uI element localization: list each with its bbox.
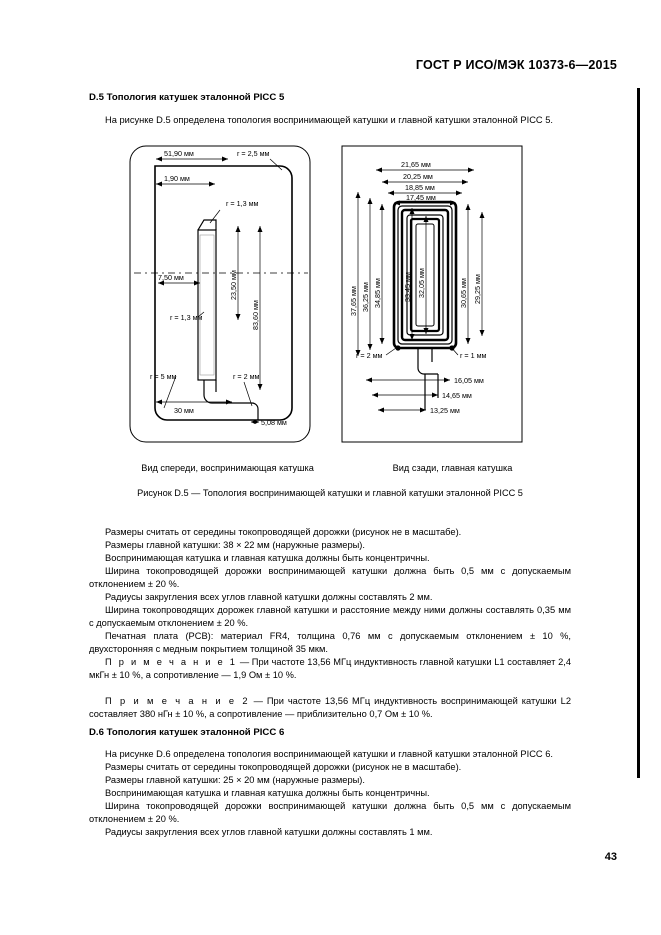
d6-para-1: На рисунке D.6 определена топология воспринимающей катушки и главной катушки эталонной PICC 6. [105, 749, 553, 759]
svg-text:34,85 мм: 34,85 мм [373, 278, 382, 308]
d5-para-3: Воспринимающая катушка и главная катушка должны быть концентричны. [105, 553, 430, 563]
svg-text:7,50 мм: 7,50 мм [158, 273, 184, 282]
svg-text:r = 2 мм: r = 2 мм [356, 351, 383, 360]
section-intro-d5: На рисунке D.5 определена топология воспринимающей катушки и главной катушки эталонной PICC 5. [105, 115, 553, 125]
svg-text:51,90 мм: 51,90 мм [164, 149, 194, 158]
svg-text:33,45 мм: 33,45 мм [403, 272, 412, 302]
change-bar [637, 88, 640, 778]
d5-note-2 [89, 695, 571, 721]
svg-text:r = 1,3 мм: r = 1,3 мм [226, 199, 259, 208]
figure-caption-d5: Рисунок D.5 — Топология воспринимающей катушки и главной катушки эталонной PICC 5 [137, 488, 523, 498]
figure-subcaption-right: Вид сзади, главная катушка [392, 463, 513, 473]
d5-note-1-text: — При частоте 13,56 МГц индуктивность главной катушки L1 составляет 2,4 мкГн ± 10 %, а сопротивление — 1,9 Ом ± 10 %. [89, 657, 571, 681]
section-title-d5: D.5 Топология катушек эталонной PICC 5 [89, 92, 285, 103]
d5-note-2-text: — При частоте 13,56 МГц индуктивность воспринимающей катушки L2 составляет 380 нГн ± 10 %, а сопротивление — приблизительно 0,7 Ом ± 10 %. [89, 696, 571, 720]
svg-text:r = 1,3 мм: r = 1,3 мм [170, 313, 203, 322]
svg-text:32,05 мм: 32,05 мм [417, 268, 426, 298]
svg-text:14,65 мм: 14,65 мм [442, 391, 472, 400]
svg-text:30 мм: 30 мм [174, 406, 194, 415]
svg-text:13,25 мм: 13,25 мм [430, 406, 460, 415]
svg-text:16,05 мм: 16,05 мм [454, 376, 484, 385]
svg-text:5,08 мм: 5,08 мм [261, 418, 287, 427]
d5-para-7: Печатная плата (PCB): материал FR4, толщина 0,76 мм с допускаемым отклонением ± 10 %, двухсторонняя с медным покрытием толщиной 35 мкм. [89, 631, 571, 655]
svg-text:30,65 мм: 30,65 мм [459, 278, 468, 308]
svg-text:17,45 мм: 17,45 мм [406, 193, 436, 202]
d6-para-6: Радиусы закругления всех углов главной катушки должны составлять 1 мм. [105, 827, 433, 837]
figure-subcaption-left: Вид спереди, воспринимающая катушка [141, 463, 314, 473]
d5-para-4: Ширина токопроводящей дорожки воспринимающей катушки должна быть 0,5 мм с допускаемым отклонением ± 20 %. [89, 566, 571, 590]
svg-text:r = 2 мм: r = 2 мм [233, 372, 260, 381]
d5-para-5: Радиусы закругления всех углов главной катушки должны составлять 2 мм. [105, 592, 433, 602]
svg-text:36,25 мм: 36,25 мм [361, 282, 370, 312]
d5-para-6: Ширина токопроводящих дорожек главной катушки и расстояние между ними должны составлять 0,35 мм с допускаемым отклонением ± 20 %. [89, 605, 571, 629]
svg-text:21,65 мм: 21,65 мм [401, 160, 431, 169]
d5-para-1: Размеры считать от середины токопроводящей дорожки (рисунок не в масштабе). [105, 527, 462, 537]
section-title-d6: D.6 Топология катушек эталонной PICC 6 [89, 727, 285, 738]
d6-para-4: Воспринимающая катушка и главная катушка должны быть концентричны. [105, 788, 430, 798]
page-number: 43 [604, 851, 617, 863]
svg-text:83,60 мм: 83,60 мм [251, 300, 260, 330]
svg-text:20,25 мм: 20,25 мм [403, 172, 433, 181]
d5-note-1-label: П р и м е ч а н и е 1 [105, 657, 238, 667]
d5-note-1 [89, 656, 571, 682]
svg-text:29,25 мм: 29,25 мм [473, 274, 482, 304]
svg-text:r = 2,5 мм: r = 2,5 мм [237, 149, 270, 158]
d5-para-2: Размеры главной катушки: 38 × 22 мм (наружные размеры). [105, 540, 365, 550]
svg-text:23,50 мм: 23,50 мм [229, 270, 238, 300]
d6-para-3: Размеры главной катушки: 25 × 20 мм (наружные размеры). [105, 775, 365, 785]
d6-para-5: Ширина токопроводящей дорожки воспринимающей катушки должна быть 0,5 мм с допускаемым отклонением ± 20 %. [89, 801, 571, 825]
svg-text:37,65 мм: 37,65 мм [349, 286, 358, 316]
svg-text:18,85 мм: 18,85 мм [405, 183, 435, 192]
d6-para-2: Размеры считать от середины токопроводящей дорожки (рисунок не в масштабе). [105, 762, 462, 772]
figure-d5 [120, 140, 540, 450]
svg-text:r = 5 мм: r = 5 мм [150, 372, 177, 381]
svg-text:1,90 мм: 1,90 мм [164, 174, 190, 183]
svg-text:r = 1 мм: r = 1 мм [460, 351, 487, 360]
d5-note-2-label: П р и м е ч а н и е 2 [105, 696, 250, 706]
page-header: ГОСТ Р ИСО/МЭК 10373-6—2015 [415, 58, 617, 72]
